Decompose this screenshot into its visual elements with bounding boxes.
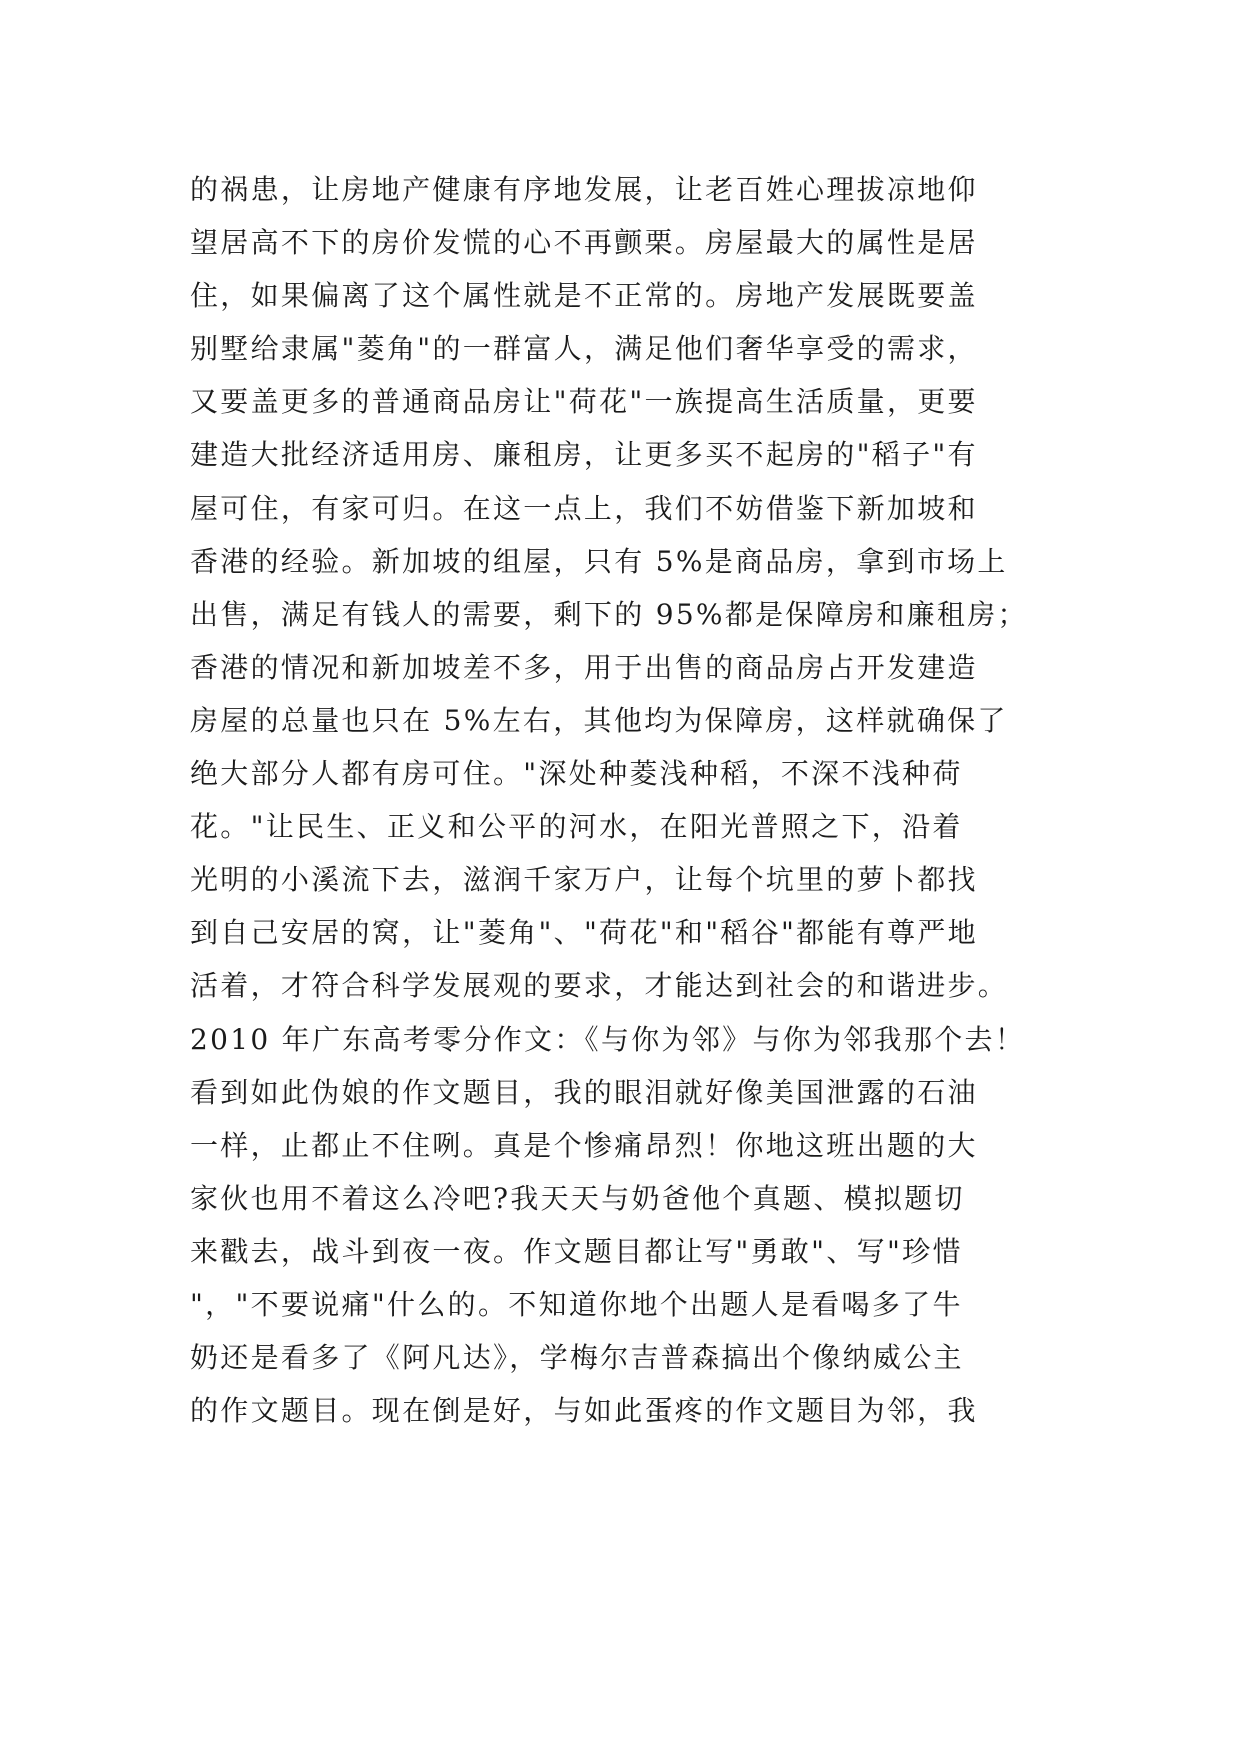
text-line: 家伙也用不着这么冷吧?我天天与奶爸他个真题、模拟题切 [190,1181,965,1215]
text-line: 来戳去，战斗到夜一夜。作文题目都让写"勇敢"、写"珍惜 [190,1234,963,1268]
text-line: 花。"让民生、正义和公平的河水，在阳光普照之下，沿着 [190,810,963,844]
text-line: 2010 年广东高考零分作文：《与你为邻》与你为邻我那个去！ [190,1022,1026,1056]
text-line: 香港的情况和新加坡差不多，用于出售的商品房占开发建造 [190,650,978,684]
text-line: 光明的小溪流下去，滋润千家万户，让每个坑里的萝卜都找 [190,863,978,897]
text-line: 出售，满足有钱人的需要，剩下的 95%都是保障房和廉租房； [190,597,1028,631]
text-line: 的作文题目。现在倒是好，与如此蛋疼的作文题目为邻，我 [190,1394,978,1428]
text-line: "，"不要说痛"什么的。不知道你地个出题人是看喝多了牛 [190,1287,963,1321]
text-line: 别墅给隶属"菱角"的一群富人，满足他们奢华享受的需求， [190,332,978,366]
text-line: 绝大部分人都有房可住。"深处种菱浅种稻，不深不浅种荷 [190,757,963,791]
text-line: 奶还是看多了《阿凡达》，学梅尔吉普森搞出个像纳威公主 [190,1341,964,1375]
text-line: 又要盖更多的普通商品房让"荷花"一族提高生活质量，更要 [190,385,978,419]
text-line: 房屋的总量也只在 5%左右，其他均为保障房，这样就确保了 [190,703,1008,737]
text-line: 香港的经验。新加坡的组屋，只有 5%是商品房，拿到市场上 [190,544,1008,578]
text-line: 看到如此伪娘的作文题目，我的眼泪就好像美国泄露的石油 [190,1075,978,1109]
body-text [190,163,1070,1437]
text-line: 到自己安居的窝，让"菱角"、"荷花"和"稻谷"都能有尊严地 [190,916,978,950]
text-line: 建造大批经济适用房、廉租房，让更多买不起房的"稻子"有 [190,438,978,472]
text-line: 一样，止都止不住咧。真是个惨痛昂烈！你地这班出题的大 [190,1128,978,1162]
text-line: 望居高不下的房价发慌的心不再颤栗。房屋最大的属性是居 [190,226,978,260]
text-line: 住，如果偏离了这个属性就是不正常的。房地产发展既要盖 [190,279,978,313]
text-line: 活着，才符合科学发展观的要求，才能达到社会的和谐进步。 [190,969,1009,1003]
text-line: 屋可住，有家可归。在这一点上，我们不妨借鉴下新加坡和 [190,491,978,525]
text-line: 的祸患，让房地产健康有序地发展，让老百姓心理拔凉地仰 [190,173,978,206]
